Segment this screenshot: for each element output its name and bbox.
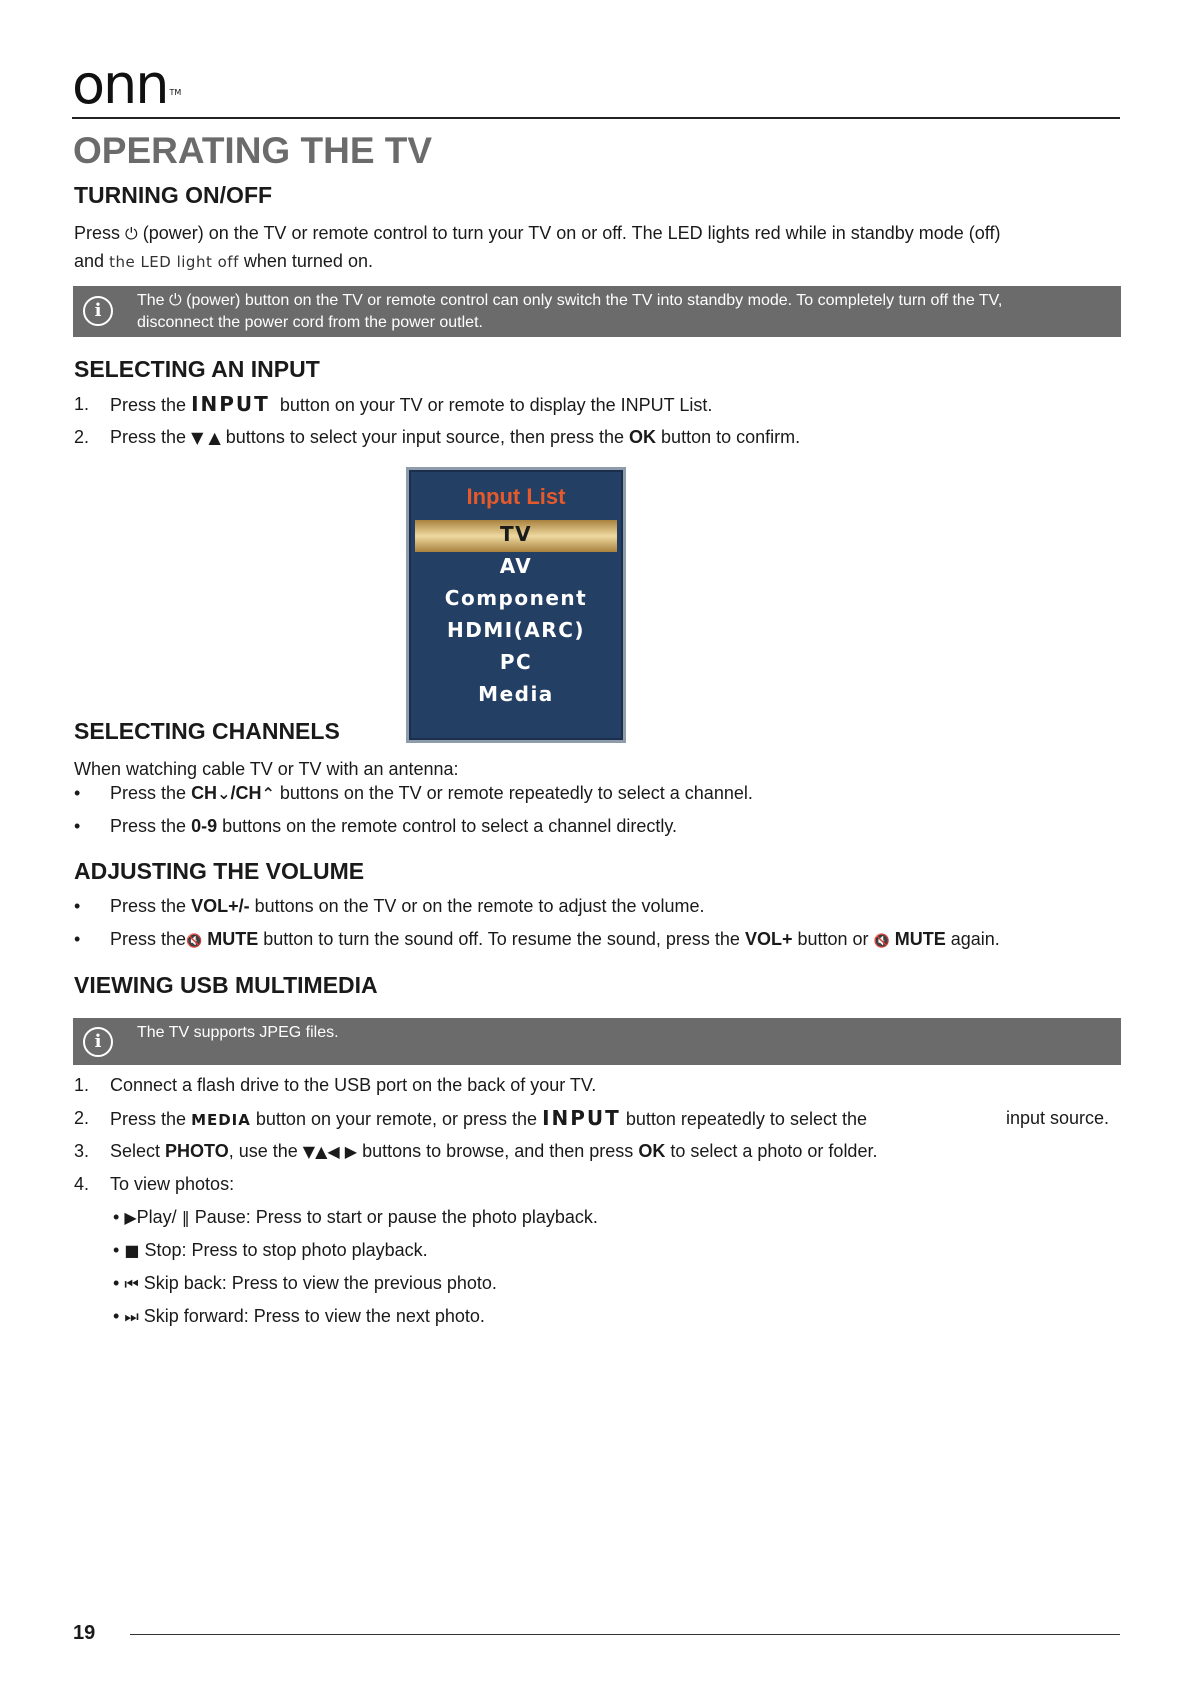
header-divider [72,117,1120,119]
chevron-up-icon: ⌃ [261,784,275,803]
pause-icon: ‖ [181,1208,190,1227]
info-icon: i [83,296,113,326]
photo-control-stop: • ■ Stop: Press to stop photo playback. [113,1240,428,1260]
channels-bullet-1: • Press the CH⌄/CH⌃ buttons on the TV or remote repeatedly to select a channel. [74,783,753,803]
page-title: OPERATING THE TV [73,130,433,171]
menu-title: Input List [466,484,566,509]
turning-paragraph-line1: Press ⏻ (power) on the TV or remote control to turn your TV on or off. The LED lights red while in standby mode (off) [74,223,1001,243]
usb-step-3: 3. Select PHOTO, use the ▼▲◀ ▶ buttons to browse, and then press OK to select a photo or folder. [74,1141,878,1161]
power-icon: ⏻ [169,290,182,309]
note-text-jpeg: The TV supports JPEG files. [137,1024,339,1041]
menu-option-av: AV [499,554,533,578]
photo-control-play: • ▶Play/ ‖ Pause: Press to start or pause the photo playback. [113,1207,598,1227]
menu-option-hdmi-arc: HDMI(ARC) [446,618,586,642]
section-heading-channels: SELECTING CHANNELS [74,718,340,744]
arrow-down-up-icon: ▼ ▲ [191,428,221,447]
menu-option-tv: TV [499,522,533,546]
section-heading-input: SELECTING AN INPUT [74,356,320,382]
skip-back-icon: ⏮ [124,1274,139,1293]
skip-forward-icon: ⏭ [124,1307,139,1326]
onn-logo: onn ™ [72,53,182,116]
menu-option-component: Component [444,586,588,610]
footer-divider [130,1634,1120,1635]
navigation-arrows-icon: ▼▲◀ ▶ [302,1142,358,1161]
usb-step-2: 2. Press the MEDIA button on your remote, or press the INPUT button repeatedly to select the input source. [74,1106,1110,1130]
photo-control-skip-back: • ⏮ Skip back: Press to view the previous photo. [113,1273,497,1293]
mute-icon: 🔇 [873,934,890,949]
page-number: 19 [73,1622,96,1644]
stop-icon: ■ [124,1241,140,1260]
section-heading-turning: TURNING ON/OFF [74,182,273,208]
usb-step-1: 1. Connect a flash drive to the USB port on the back of your TV. [74,1075,597,1095]
volume-bullet-2: • Press the🔇 MUTE button to turn the sound off. To resume the sound, press the VOL+ button or 🔇 MUTE again. [74,929,1000,949]
power-icon: ⏻ [125,224,138,243]
photo-control-skip-forward: • ⏭ Skip forward: Press to view the next photo. [113,1306,485,1326]
channels-bullet-2: • Press the 0-9 buttons on the remote control to select a channel directly. [74,816,678,836]
input-step-1: 1. Press the INPUT button on your TV or remote to display the INPUT List. [74,392,713,416]
note-box-power [73,286,1121,337]
note-text-power: The ⏻ (power) button on the TV or remote control can only switch the TV into standby mode. To completely turn off the TV, disconnect the power cord from the power outlet. [137,290,1003,331]
input-list-menu [406,467,626,743]
mute-icon: 🔇 [186,934,203,949]
chevron-down-icon: ⌄ [217,784,231,803]
section-heading-volume: ADJUSTING THE VOLUME [74,858,365,884]
menu-option-pc: PC [499,650,533,674]
info-icon: i [83,1027,113,1057]
play-icon: ▶ [124,1208,137,1227]
input-step-2: 2. Press the ▼ ▲ buttons to select your input source, then press the OK button to confirm. [74,427,801,447]
usb-step-4: 4. To view photos: [74,1174,235,1194]
channels-intro: When watching cable TV or TV with an antenna: [74,759,459,779]
menu-option-media: Media [478,682,554,706]
turning-paragraph-line2: and the LED light off when turned on. [74,251,373,271]
volume-bullet-1: • Press the VOL+/- buttons on the TV or on the remote to adjust the volume. [74,896,705,916]
section-heading-usb: VIEWING USB MULTIMEDIA [74,972,378,998]
note-box-jpeg [73,1018,1121,1065]
